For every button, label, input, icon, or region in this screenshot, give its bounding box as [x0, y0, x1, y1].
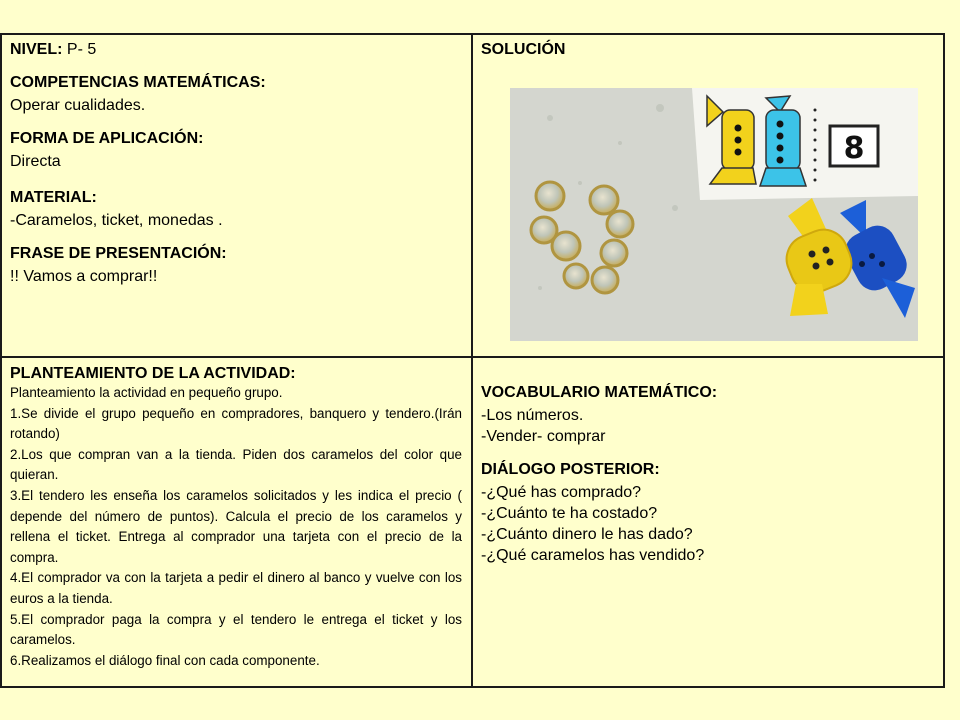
- solution-cell: [481, 40, 936, 59]
- table-border-left: [0, 33, 2, 688]
- dialogo-item: -¿Qué caramelos has vendido?: [481, 547, 705, 564]
- vocabulario-item: -Vender- comprar: [481, 428, 606, 445]
- planteamiento-line: 4.El comprador va con la tarjeta a pedir el dinero al banco y vuelve con los euros a la tienda.: [10, 570, 462, 606]
- planteamiento-line: Planteamiento la actividad en pequeño grupo.: [10, 385, 283, 400]
- planteamiento-line: 3.El tendero les enseña los caramelos solicitados y les indica el precio ( depende del número de puntos). Calcula el precio de los caramelos y rellena el ticket. Entrega al comprador una tarjeta con el precio de la compra.: [10, 487, 462, 565]
- activity-description-cell: [10, 364, 462, 671]
- planteamiento-line: 5.El comprador paga la compra y el tendero le entrega el ticket y los caramelos.: [10, 611, 462, 648]
- solucion-label: SOLUCIÓN: [481, 41, 566, 58]
- forma-label: FORMA DE APLICACIÓN:: [10, 130, 204, 147]
- vocabulario-item: -Los números.: [481, 407, 584, 424]
- table-border-center: [471, 33, 473, 688]
- planteamiento-line: 1.Se divide el grupo pequeño en compradores, banquero y tendero.(Irán rotando): [10, 405, 462, 442]
- planteamiento-title: PLANTEAMIENTO DE LA ACTIVIDAD:: [10, 365, 296, 382]
- material-label: MATERIAL:: [10, 189, 97, 206]
- vocabulario-label: VOCABULARIO MATEMÁTICO:: [481, 384, 718, 401]
- vocabulary-dialogue-cell: [481, 383, 936, 565]
- activity-info-cell: [10, 40, 465, 286]
- solution-photo: [510, 88, 918, 341]
- dialogo-label: DIÁLOGO POSTERIOR:: [481, 461, 660, 478]
- dialogo-item: -¿Qué has comprado?: [481, 484, 642, 501]
- table-border-right: [943, 33, 945, 688]
- frase-value: !! Vamos a comprar!!: [10, 268, 158, 285]
- card-number: 8: [843, 131, 865, 166]
- dialogo-item: -¿Cuánto dinero le has dado?: [481, 526, 693, 543]
- dialogo-item: -¿Cuánto te ha costado?: [481, 505, 658, 522]
- planteamiento-steps: [10, 383, 462, 671]
- nivel-label: NIVEL:: [10, 41, 63, 58]
- planteamiento-line: 2.Los que compran van a la tienda. Piden dos caramelos del color que quieran.: [10, 446, 462, 483]
- forma-value: Directa: [10, 153, 61, 170]
- planteamiento-line: 6.Realizamos el diálogo final con cada componente.: [10, 652, 320, 668]
- material-value: -Caramelos, ticket, monedas .: [10, 212, 223, 229]
- nivel-row: [10, 40, 465, 59]
- frase-label: FRASE DE PRESENTACIÓN:: [10, 245, 227, 262]
- competencias-value: Operar cualidades.: [10, 97, 146, 114]
- competencias-label: COMPETENCIAS MATEMÁTICAS:: [10, 74, 266, 91]
- nivel-value: P- 5: [62, 41, 97, 58]
